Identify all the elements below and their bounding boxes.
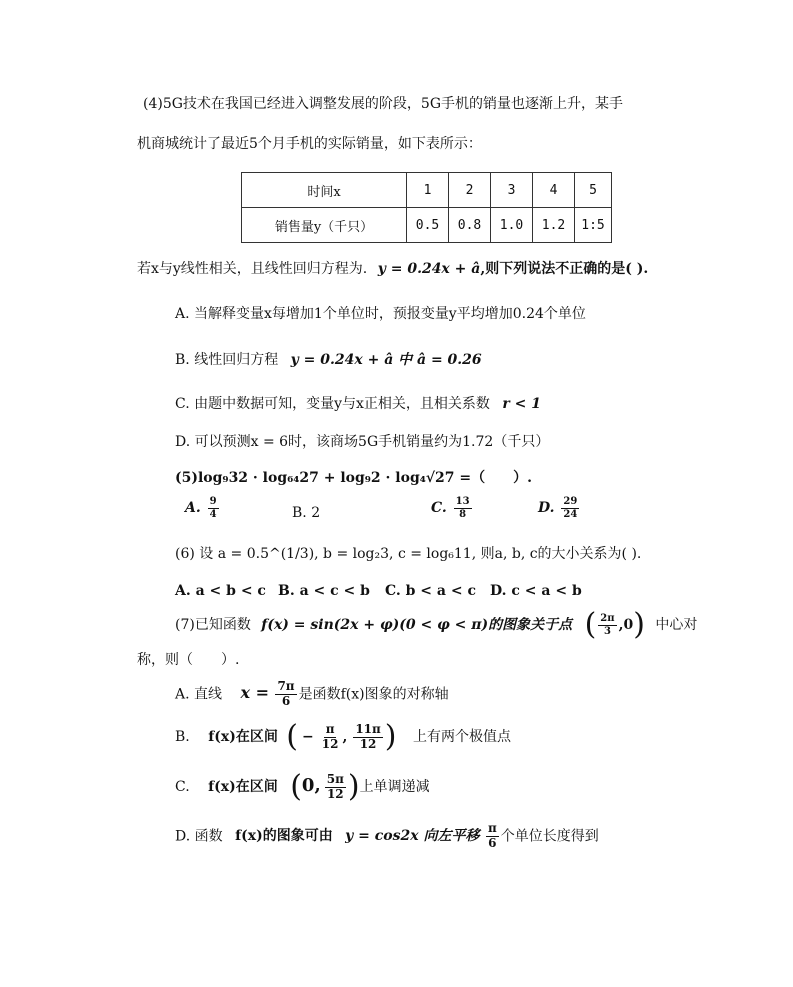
q7-option-d	[175, 822, 599, 851]
q6-option-a: A. a < b < c	[175, 583, 266, 599]
q5-option-d-den: 24	[563, 508, 578, 520]
q5-option-d-num: 29	[563, 496, 578, 507]
q7-option-a	[175, 680, 449, 709]
q7-option-b-den1: 12	[321, 736, 339, 751]
q7-point-num: 2π	[600, 613, 615, 624]
q7-option-b: B. f(x)在区间 ( − $\frac{\pi}{12}$ , $\frac{11\pi}{12}$ ) 上有两个极值点	[175, 719, 511, 754]
q7-option-b-prefix: B.	[175, 729, 190, 745]
q7-option-b-suffix: 上有两个极值点	[412, 729, 511, 745]
q4-stem-tail: ,则下列说法不正确的是( ).	[480, 261, 649, 277]
q7-option-c: C. f(x)在区间 (0, $\frac{5\pi}{12}$ )上单调递减	[175, 769, 430, 804]
table-cell: 5	[575, 173, 612, 208]
q6-option-d: D. c < a < b	[490, 583, 582, 599]
q7-option-d-den: 6	[488, 835, 497, 850]
q4-option-b	[175, 352, 482, 369]
q4-stem-text: 若x与y线性相关，且线性回归方程为.	[137, 261, 368, 277]
q7-option-c-f: f(x)在区间	[208, 779, 278, 795]
table-row	[242, 173, 612, 208]
table-cell: 0.5	[407, 208, 449, 243]
q7-option-d-prefix: D. 函数	[175, 828, 223, 845]
q7-option-a-num: 7π	[277, 679, 295, 693]
q7-option-d-equation: y = cos2x 向左平移	[345, 828, 480, 845]
q7-option-c-suffix: 上单调递减	[359, 779, 430, 795]
q5-option-c-num: 13	[455, 496, 470, 507]
q5-stem: (5)log₉32 · log₆₄27 + log₉2 · log₄√27 =（ ）.	[175, 470, 533, 486]
table-cell: 4	[533, 173, 575, 208]
q7-point-y: 0	[623, 617, 634, 633]
q5-option-c	[431, 496, 474, 520]
q5-option-d	[538, 496, 581, 520]
q5-option-a-num: 9	[209, 496, 217, 507]
table-header-time: 时间x	[242, 173, 407, 208]
q7-option-a-den: 6	[281, 693, 291, 708]
table-row	[242, 208, 612, 243]
q7-option-a-prefix: A. 直线	[175, 686, 223, 703]
table-cell: 1	[407, 173, 449, 208]
q4-option-b-equation: y = 0.24x + â 中 â = 0.26	[290, 352, 482, 368]
table-cell: 0.8	[449, 208, 491, 243]
sales-table	[241, 172, 612, 243]
table-cell: 1.0	[491, 208, 533, 243]
q4-option-d: D. 可以预测x = 6时，该商场5G手机销量约为1.72（千只）	[175, 434, 550, 450]
table-cell: 1.2	[533, 208, 575, 243]
q4-stem	[137, 261, 648, 278]
q5-option-a	[185, 496, 221, 520]
q7-option-d-f: f(x)的图象可由	[235, 828, 333, 845]
q7-option-b-num2: 11π	[355, 721, 381, 736]
q5-option-a-den: 4	[209, 508, 217, 520]
q7-line2: 称，则（ ）.	[137, 652, 240, 668]
q5-option-b: B. 2	[292, 505, 321, 521]
q7-option-d-suffix: 个单位长度得到	[500, 828, 599, 845]
q7-line1: (7)已知函数 f(x) = sin(2x + φ)(0 < φ < π)的图象关于点 ( $\frac{2\pi}{3}$ ,0) 中心对	[175, 607, 698, 642]
q5-option-c-label: C.	[431, 500, 447, 516]
q4-stem-equation: y = 0.24x + â	[377, 261, 481, 277]
table-header-sales: 销售量y（千只）	[242, 208, 407, 243]
q7-option-a-x: x =	[240, 683, 269, 703]
q7-line1-suffix: 中心对	[655, 617, 698, 633]
table-cell: 2	[449, 173, 491, 208]
q4-line1: (4)5G技术在我国已经进入调整发展的阶段，5G手机的销量也逐渐上升，某手	[143, 96, 624, 112]
q4-line2: 机商城统计了最近5个月手机的实际销量，如下表所示：	[137, 136, 482, 152]
q4-option-a: A. 当解释变量x每增加1个单位时，预报变量y平均增加0.24个单位	[175, 306, 586, 322]
q7-option-c-prefix: C.	[175, 779, 190, 795]
q7-line1-equation: f(x) = sin(2x + φ)(0 < φ < π)的图象关于点	[261, 617, 573, 633]
q7-option-b-den2: 12	[359, 736, 377, 751]
q7-line1-prefix: (7)已知函数	[175, 617, 251, 633]
q5-option-c-den: 8	[459, 508, 467, 520]
q5-option-d-label: D.	[538, 500, 555, 516]
q7-point-den: 3	[603, 625, 611, 637]
q4-option-c	[175, 396, 541, 413]
q5-option-a-label: A.	[185, 500, 201, 516]
q4-option-c-text: C. 由题中数据可知，变量y与x正相关，且相关系数	[175, 396, 490, 412]
q7-option-c-den: 12	[326, 786, 344, 801]
q7-option-c-num: 5π	[326, 771, 344, 786]
q4-option-c-equation: r < 1	[502, 396, 541, 412]
q7-option-b-num1: π	[325, 721, 335, 736]
q4-option-b-text: B. 线性回归方程	[175, 352, 279, 368]
q7-option-d-num: π	[487, 821, 497, 835]
q6-option-b: B. a < c < b	[278, 583, 370, 599]
q6-option-c: C. b < a < c	[385, 583, 476, 599]
q6-stem: (6) 设 a = 0.5^(1/3), b = log₂3, c = log₆11, 则a, b, c的大小关系为( ).	[175, 546, 642, 562]
q7-option-b-f: f(x)在区间	[208, 729, 278, 745]
table-cell: 1:5	[575, 208, 612, 243]
q7-option-a-suffix: 是函数f(x)图象的对称轴	[298, 686, 449, 703]
table-cell: 3	[491, 173, 533, 208]
